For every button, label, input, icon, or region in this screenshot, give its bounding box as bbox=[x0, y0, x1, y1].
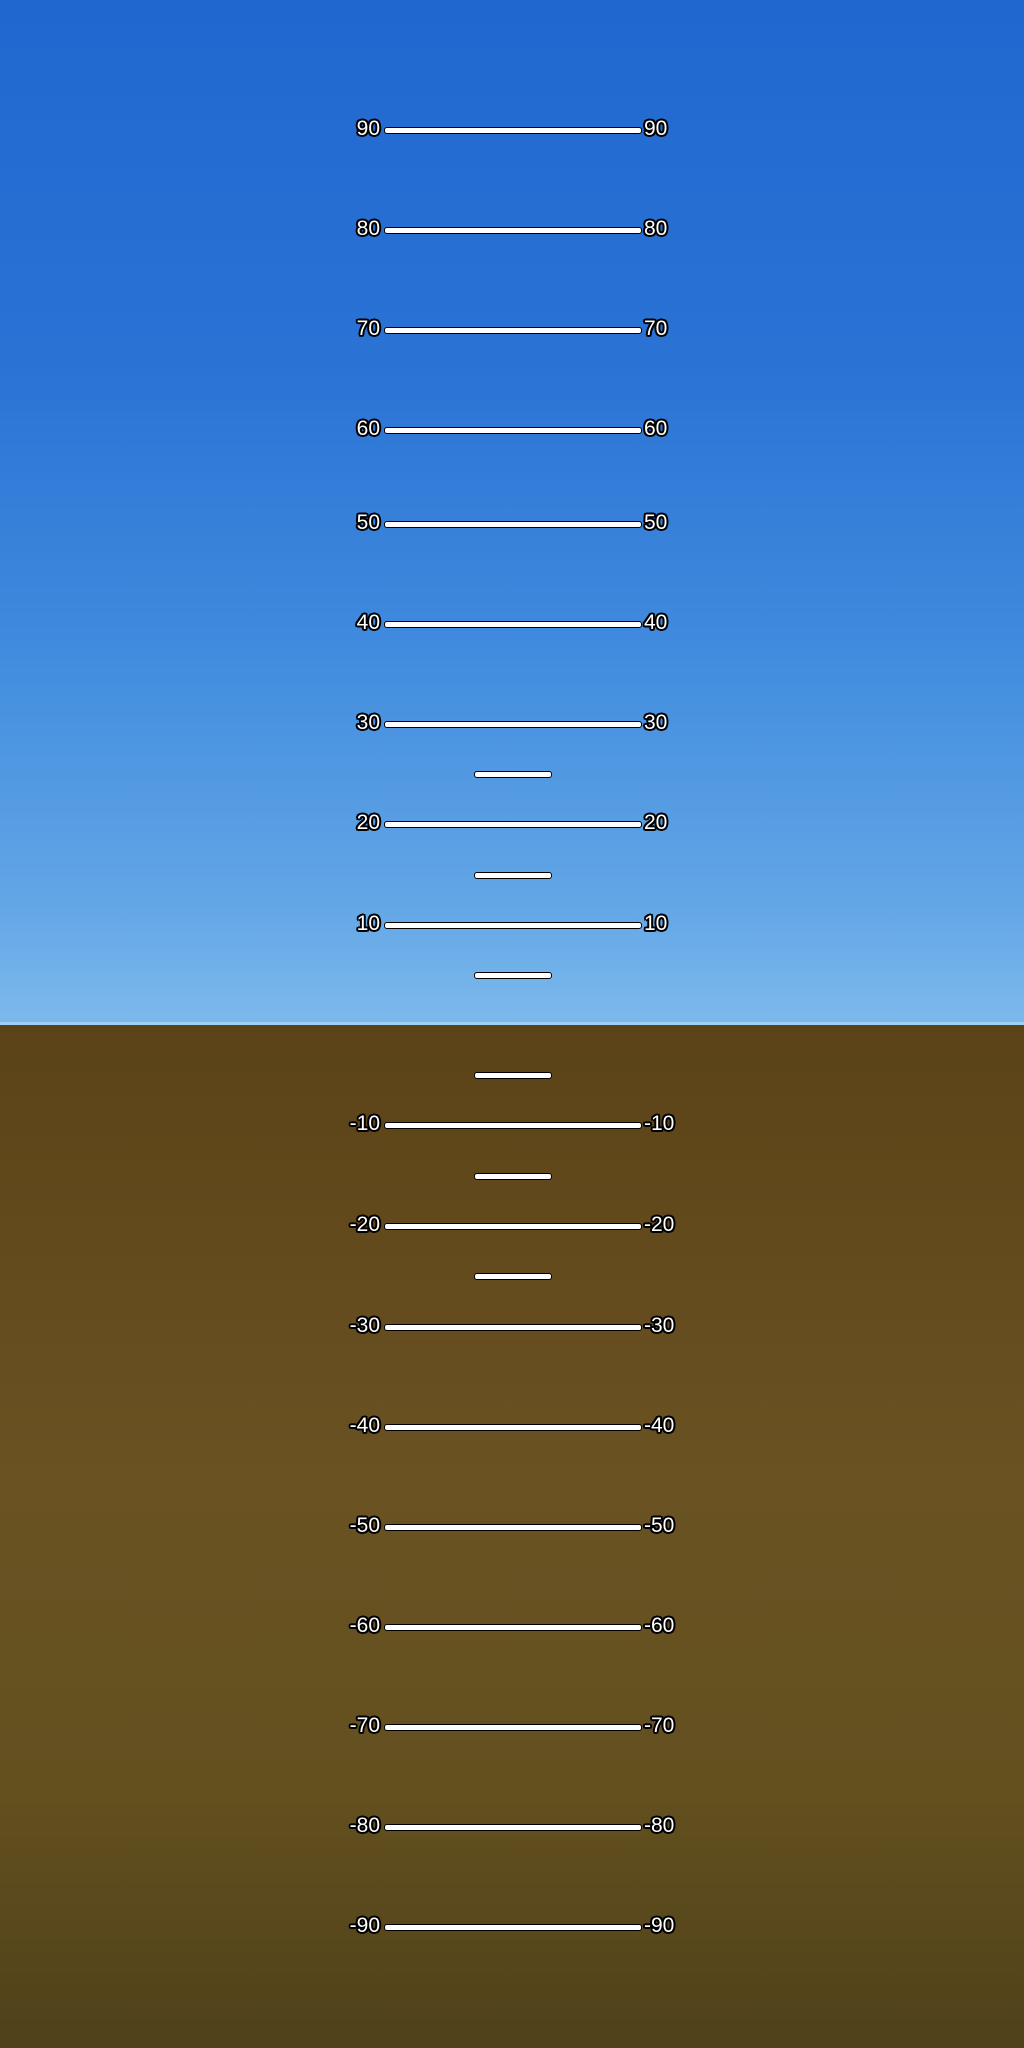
pitch-rung-label-right: 10 bbox=[644, 912, 668, 935]
pitch-rung-label-right: -50 bbox=[644, 1514, 675, 1537]
pitch-rung-label-left: -60 bbox=[349, 1614, 380, 1637]
pitch-rung-label-left: -40 bbox=[349, 1414, 380, 1437]
pitch-rung-label-right: -30 bbox=[644, 1314, 675, 1337]
pitch-rung-label-left: 60 bbox=[356, 417, 380, 440]
pitch-rung-line bbox=[384, 427, 642, 434]
pitch-rung-line bbox=[384, 227, 642, 234]
pitch-rung-line bbox=[474, 972, 552, 979]
pitch-rung-label-right: -10 bbox=[644, 1112, 675, 1135]
pitch-rung-line bbox=[384, 1223, 642, 1230]
pitch-rung-label-left: 50 bbox=[356, 511, 380, 534]
pitch-rung-label-left: -50 bbox=[349, 1514, 380, 1537]
pitch-rung-label-right: 70 bbox=[644, 317, 668, 340]
pitch-rung-label-left: 10 bbox=[356, 912, 380, 935]
pitch-rung-label-right: 30 bbox=[644, 711, 668, 734]
pitch-rung-line bbox=[384, 1724, 642, 1731]
pitch-rung-label-right: -70 bbox=[644, 1714, 675, 1737]
pitch-rung-line bbox=[384, 1624, 642, 1631]
pitch-rung-line bbox=[474, 1072, 552, 1079]
pitch-rung-label-right: 50 bbox=[644, 511, 668, 534]
pitch-rung-line bbox=[474, 872, 552, 879]
pitch-rung-line bbox=[384, 721, 642, 728]
pitch-rung-label-right: 60 bbox=[644, 417, 668, 440]
pitch-rung-label-right: -90 bbox=[644, 1914, 675, 1937]
pitch-rung-label-left: 80 bbox=[356, 217, 380, 240]
pitch-rung-label-right: 90 bbox=[644, 117, 668, 140]
pitch-rung-line bbox=[474, 1173, 552, 1180]
pitch-rung-line bbox=[384, 1824, 642, 1831]
pitch-rung-line bbox=[384, 1924, 642, 1931]
pitch-rung-line bbox=[474, 1273, 552, 1280]
pitch-rung-label-right: -40 bbox=[644, 1414, 675, 1437]
pitch-rung-label-left: 90 bbox=[356, 117, 380, 140]
pitch-rung-label-left: -20 bbox=[349, 1213, 380, 1236]
pitch-rung-line bbox=[384, 1424, 642, 1431]
pitch-rung-label-left: -30 bbox=[349, 1314, 380, 1337]
pitch-rung-label-right: -80 bbox=[644, 1814, 675, 1837]
pitch-rung-label-left: 30 bbox=[356, 711, 380, 734]
pitch-rung-line bbox=[384, 922, 642, 929]
pitch-rung-line bbox=[384, 621, 642, 628]
pitch-rung-line bbox=[384, 521, 642, 528]
pitch-rung-line bbox=[384, 127, 642, 134]
pitch-rung-label-left: -80 bbox=[349, 1814, 380, 1837]
pitch-rung-line bbox=[384, 327, 642, 334]
pitch-rung-line bbox=[384, 1524, 642, 1531]
pitch-rung-line bbox=[384, 1324, 642, 1331]
pitch-rung-line bbox=[384, 821, 642, 828]
pitch-rung-label-right: -60 bbox=[644, 1614, 675, 1637]
pitch-rung-label-left: 40 bbox=[356, 611, 380, 634]
pitch-rung-label-left: 70 bbox=[356, 317, 380, 340]
pitch-rung-label-left: 20 bbox=[356, 811, 380, 834]
pitch-rung-label-right: -20 bbox=[644, 1213, 675, 1236]
pitch-rung-line bbox=[384, 1122, 642, 1129]
pitch-rung-label-right: 80 bbox=[644, 217, 668, 240]
pitch-rung-label-right: 40 bbox=[644, 611, 668, 634]
pitch-rung-label-left: -90 bbox=[349, 1914, 380, 1937]
pitch-rung-line bbox=[474, 771, 552, 778]
pitch-rung-label-left: -10 bbox=[349, 1112, 380, 1135]
pitch-rung-label-left: -70 bbox=[349, 1714, 380, 1737]
pitch-rung-label-right: 20 bbox=[644, 811, 668, 834]
